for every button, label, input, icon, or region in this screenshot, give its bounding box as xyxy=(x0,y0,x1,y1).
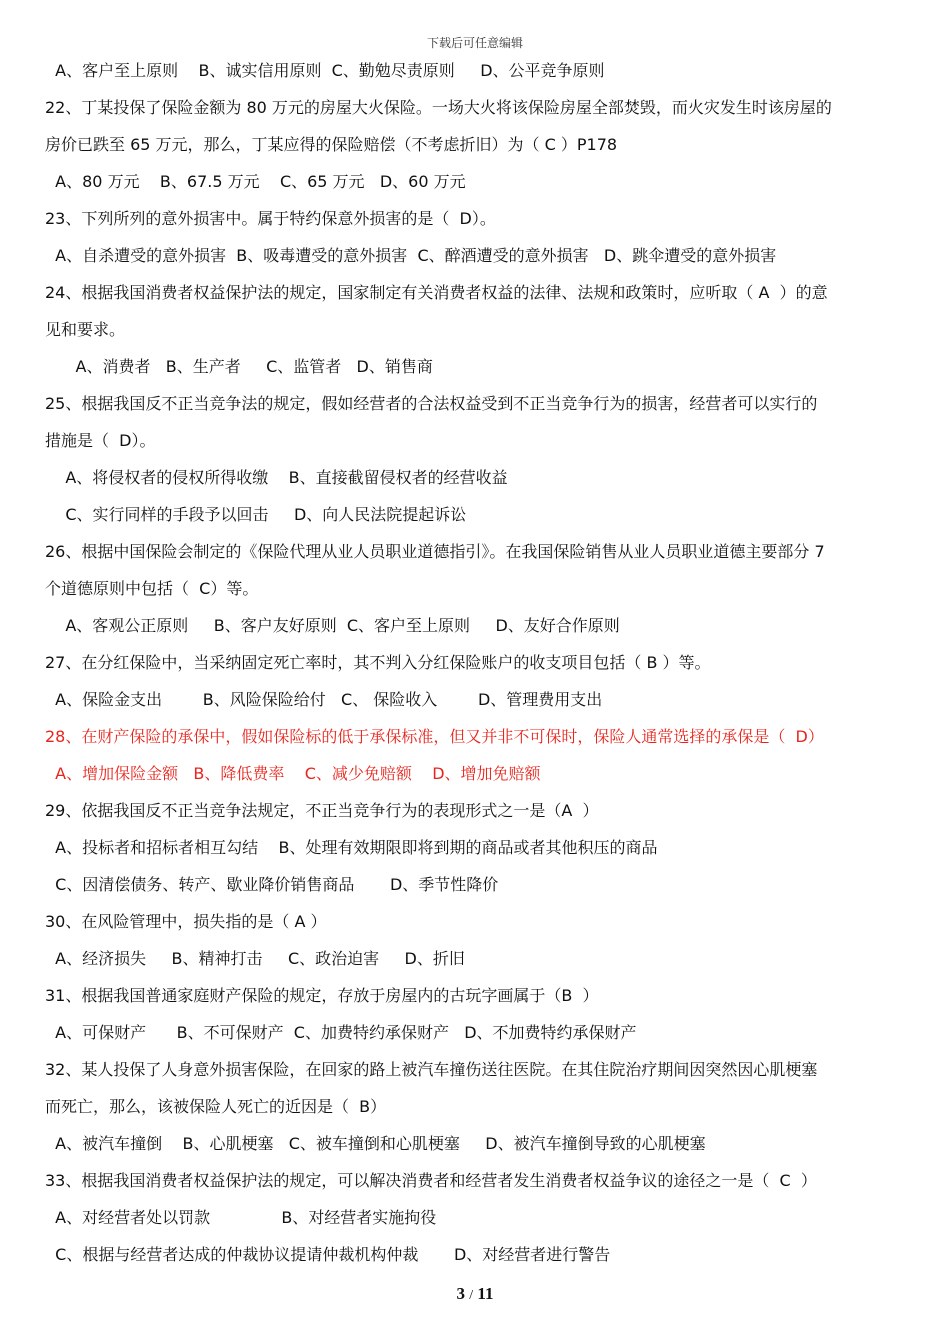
question-25: 25、根据我国反不正当竞争法的规定，假如经营者的合法权益受到不正当竞争行为的损害，经营者可以实行的 xyxy=(45,394,818,413)
text-line: 见和要求。 xyxy=(45,320,126,339)
options-29: A、投标者和招标者相互勾结 B、处理有效期限即将到期的商品或者其他积压的商品 xyxy=(45,838,658,857)
options-33: C、根据与经营者达成的仲裁协议提请仲裁机构仲裁 D、对经营者进行警告 xyxy=(45,1245,611,1264)
options-33: A、对经营者处以罚款 B、对经营者实施拘役 xyxy=(45,1208,437,1227)
question-32: 32、某人投保了人身意外损害保险，在回家的路上被汽车撞伤送往医院。在其住院治疗期间因突然因心肌梗塞 xyxy=(45,1060,818,1079)
current-page: 3 xyxy=(456,1284,466,1303)
question-22: 22、丁某投保了保险金额为 80 万元的房屋大火保险。一场大火将该保险房屋全部焚毁，而火灾发生时该房屋的 xyxy=(45,98,832,117)
options-29: C、因清偿债务、转产、歇业降价销售商品 D、季节性降价 xyxy=(45,875,499,894)
question-24: 24、根据我国消费者权益保护法的规定，国家制定有关消费者权益的法律、法规和政策时，应听取（ A ）的意 xyxy=(45,283,828,302)
document-body xyxy=(45,52,907,1273)
options-31: A、可保财产 B、不可保财产 C、加费特约承保财产 D、不加费特约承保财产 xyxy=(45,1023,637,1042)
text-line: 个道德原则中包括（ C）等。 xyxy=(45,579,259,598)
page-header: 下载后可任意编辑 xyxy=(426,36,523,50)
options-30: A、经济损失 B、精神打击 C、政治迫害 D、折旧 xyxy=(45,949,465,968)
options-23: A、自杀遭受的意外损害 B、吸毒遭受的意外损害 C、醉酒遭受的意外损害 D、跳伞遭受的意外损害 xyxy=(45,246,777,265)
question-30: 30、在风险管理中，损失指的是（ A ） xyxy=(45,912,327,931)
text-line: 措施是（ D）。 xyxy=(45,431,156,450)
options-24: A、消费者 B、生产者 C、监管者 D、销售商 xyxy=(45,357,433,376)
text-line: A、客户至上原则 B、诚实信用原则 C、勤勉尽责原则 D、公平竞争原则 xyxy=(45,61,605,80)
question-31: 31、根据我国普通家庭财产保险的规定，存放于房屋内的古玩字画属于（B ） xyxy=(45,986,599,1005)
page-number xyxy=(0,1284,950,1304)
question-26: 26、根据中国保险会制定的《保险代理从业人员职业道德指引》。在我国保险销售从业人员职业道德主要部分 7 xyxy=(45,542,825,561)
total-pages: 11 xyxy=(477,1284,494,1303)
options-27: A、保险金支出 B、风险保险给付 C、 保险收入 D、管理费用支出 xyxy=(45,690,603,709)
question-27: 27、在分红保险中，当采纳固定死亡率时，其不判入分红保险账户的收支项目包括（ B ）等。 xyxy=(45,653,711,672)
options-26: A、客观公正原则 B、客户友好原则 C、客户至上原则 D、友好合作原则 xyxy=(45,616,620,635)
options-22: A、80 万元 B、67.5 万元 C、65 万元 D、60 万元 xyxy=(45,172,466,191)
text-line: 而死亡，那么，该被保险人死亡的近因是（ B） xyxy=(45,1097,387,1116)
question-33: 33、根据我国消费者权益保护法的规定，可以解决消费者和经营者发生消费者权益争议的途径之一是（ C ） xyxy=(45,1171,817,1190)
options-28-highlighted: A、增加保险金额 B、降低费率 C、减少免赔额 D、增加免赔额 xyxy=(45,764,541,783)
question-28-highlighted: 28、在财产保险的承保中，假如保险标的低于承保标准，但又并非不可保时，保险人通常选择的承保是（ D） xyxy=(45,727,824,746)
options-32: A、被汽车撞倒 B、心肌梗塞 C、被车撞倒和心肌梗塞 D、被汽车撞倒导致的心肌梗塞 xyxy=(45,1134,706,1153)
options-25: C、实行同样的手段予以回击 D、向人民法院提起诉讼 xyxy=(45,505,467,524)
question-29: 29、依据我国反不正当竞争法规定，不正当竞争行为的表现形式之一是（A ） xyxy=(45,801,599,820)
options-25: A、将侵权者的侵权所得收缴 B、直接截留侵权者的经营收益 xyxy=(45,468,508,487)
page-separator: / xyxy=(469,1288,474,1303)
question-23: 23、下列所列的意外损害中。属于特约保意外损害的是（ D）。 xyxy=(45,209,496,228)
text-line: 房价已跌至 65 万元，那么，丁某应得的保险赔偿（不考虑折旧）为（ C ）P178 xyxy=(45,135,618,154)
